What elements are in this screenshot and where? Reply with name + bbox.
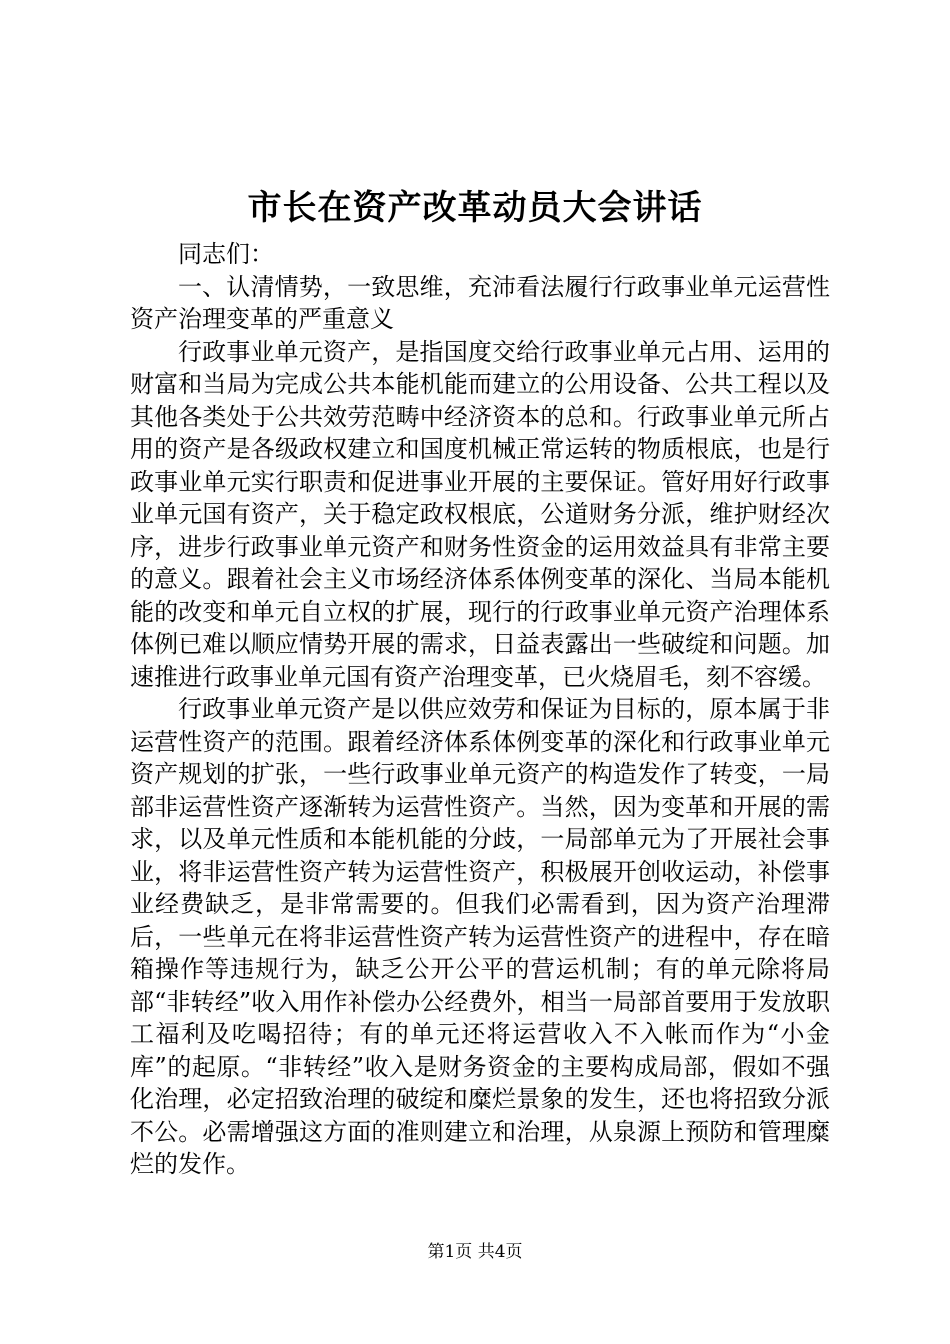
paragraph-section-heading: 一、认清情势，一致思维，充沛看法履行行政事业单元运营性资产治理变革的严重意义 bbox=[130, 272, 830, 333]
paragraph-body-1: 行政事业单元资产，是指国度交给行政事业单元占用、运用的财富和当局为完成公共本能机能而建立的公用设备、公共工程以及其他各类处于公共效劳范畴中经济资本的总和。行政事业单元所占用的资产是各级政权建立和国度机械正常运转的物质根底，也是行政事业单元实行职责和促进事业开展的主要保证。管好用好行政事业单元国有资产，关于稳定政权根底，公道财务分派，维护财经次序，进步行政事业单元资产和财务性资金的运用效益具有非常主要的意义。跟着社会主义市场经济体系体例变革的深化、当局本能机能的改变和单元自立权的扩展，现行的行政事业单元资产治理体系体例已难以顺应情势开展的需求，日益表露出一些破绽和问题。加速推进行政事业单元国有资产治理变革，已火烧眉毛，刻不容缓。 bbox=[130, 337, 830, 691]
paragraph-salutation: 同志们： bbox=[178, 240, 274, 268]
page-footer: 第1页 共4页 bbox=[427, 1242, 523, 1262]
paragraph-body-2: 行政事业单元资产是以供应效劳和保证为目标的，原本属于非运营性资产的范围。跟着经济体系体例变革的深化和行政事业单元资产规划的扩张，一些行政事业单元资产的构造发作了转变，一局部非运营性资产逐渐转为运营性资产。当然，因为变革和开展的需求，以及单元性质和本能机能的分歧，一局部单元为了开展社会事业，将非运营性资产转为运营性资产，积极展开创收运动，补偿事业经费缺乏，是非常需要的。但我们必需看到，因为资产治理滞后，一些单元在将非运营性资产转为运营性资产的进程中，存在暗箱操作等违规行为，缺乏公开公平的营运机制；有的单元除将局部“非转经”收入用作补偿办公经费外，相当一局部首要用于发放职工福利及吃喝招待；有的单元还将运营收入不入帐而作为“小金库”的起原。“非转经”收入是财务资金的主要构成局部，假如不强化治理，必定招致治理的破绽和糜烂景象的发生，还也将招致分派不公。必需增强这方面的准则建立和治理，从泉源上预防和管理糜烂的发作。 bbox=[130, 695, 830, 1178]
page-title: 市长在资产改革动员大会讲话 bbox=[247, 188, 703, 228]
document-body bbox=[130, 238, 830, 1181]
